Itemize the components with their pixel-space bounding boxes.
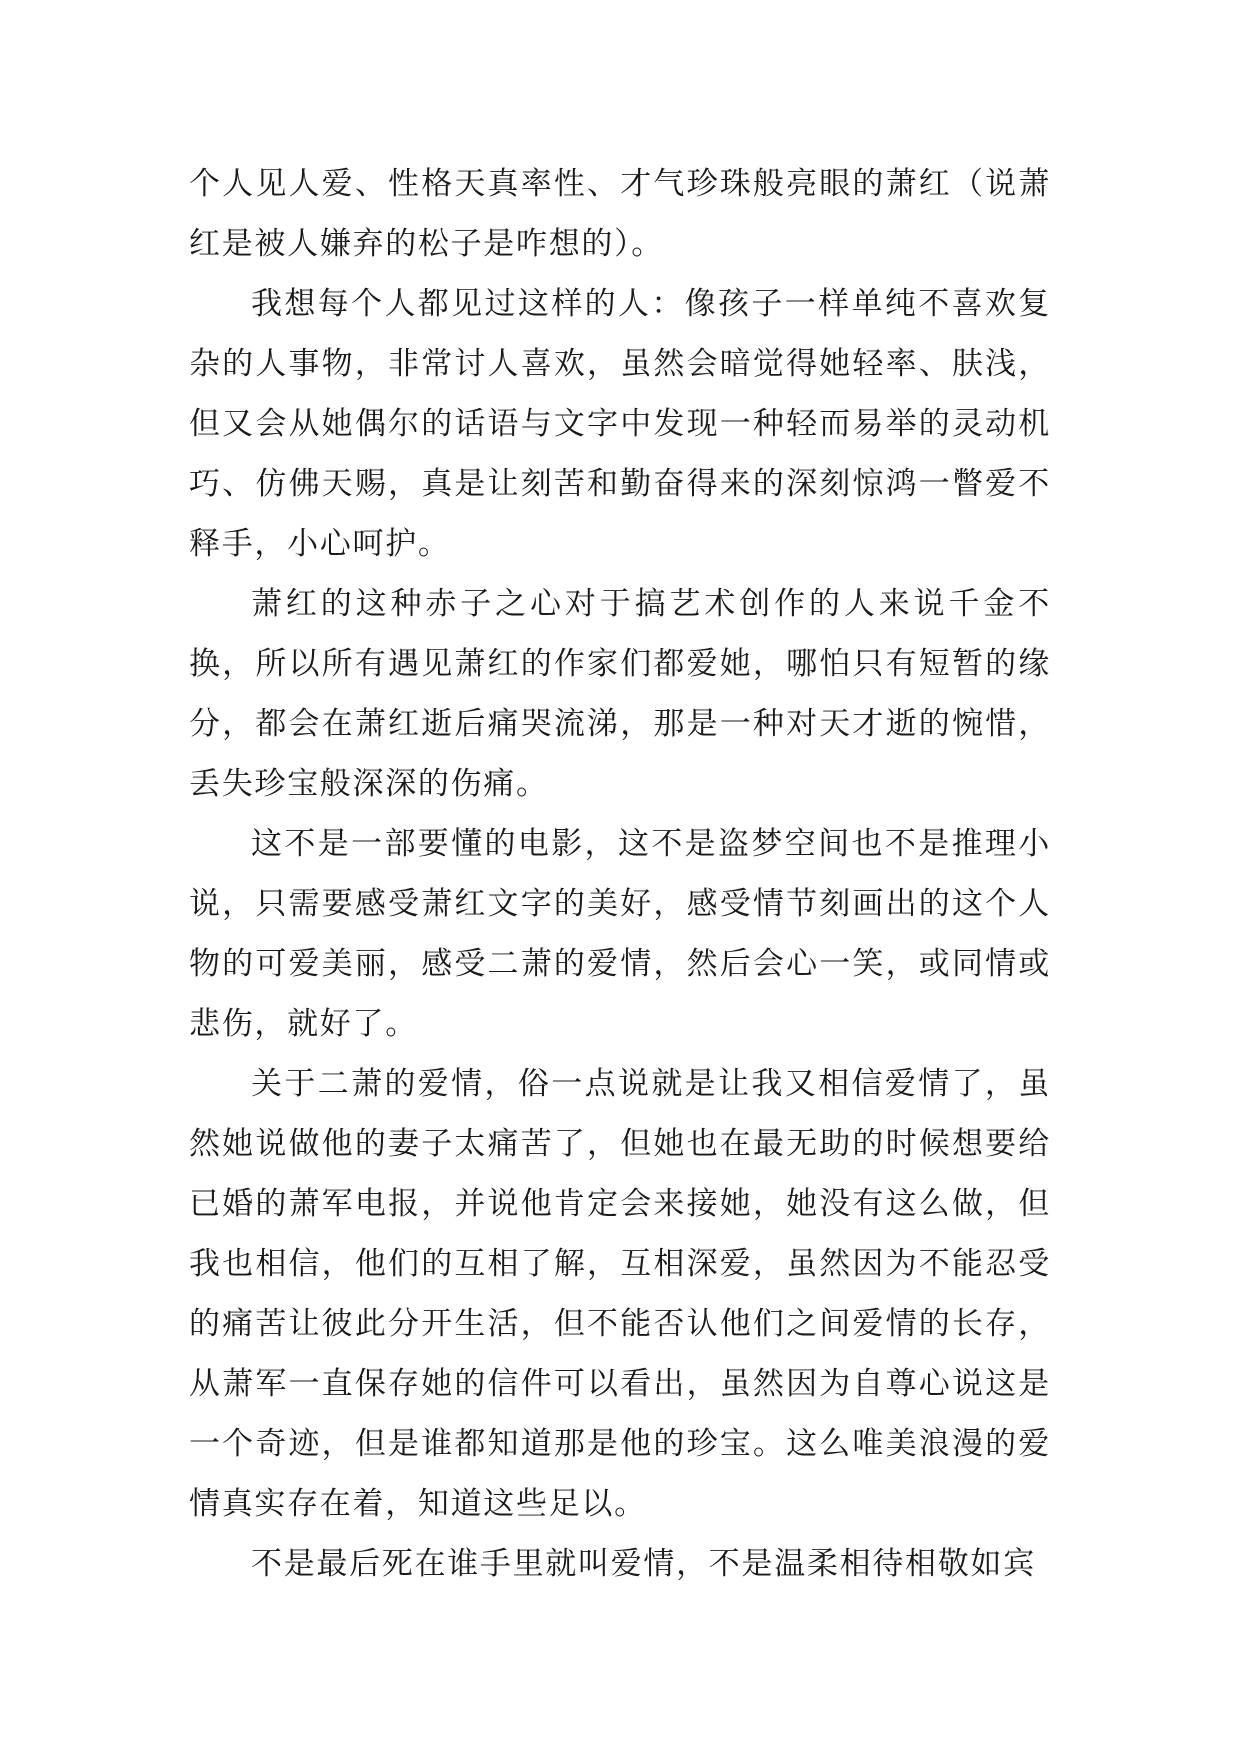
- paragraph-2: 我想每个人都见过这样的人：像孩子一样单纯不喜欢复杂的人事物，非常讨人喜欢，虽然会暗觉得她轻率、肤浅，但又会从她偶尔的话语与文字中发现一种轻而易举的灵动机巧、仿佛天赐，真是让刻苦和勤奋得来的深刻惊鸿一瞥爱不释手，小心呵护。: [189, 286, 1051, 562]
- paragraph-4: 这不是一部要懂的电影，这不是盗梦空间也不是推理小说，只需要感受萧红文字的美好，感受情节刻画出的这个人物的可爱美丽，感受二萧的爱情，然后会心一笑，或同情或悲伤，就好了。: [189, 826, 1051, 1042]
- paragraph-1: 个人见人爱、性格天真率性、才气珍珠般亮眼的萧红（说萧红是被人嫌弃的松子是咋想的）。: [189, 166, 1051, 262]
- paragraph-3: 萧红的这种赤子之心对于搞艺术创作的人来说千金不换，所以所有遇见萧红的作家们都爱她，哪怕只有短暂的缘分，都会在萧红逝后痛哭流涕，那是一种对天才逝的惋惜，丢失珍宝般深深的伤痛。: [189, 586, 1051, 802]
- paragraph-5: 关于二萧的爱情，俗一点说就是让我又相信爱情了，虽然她说做他的妻子太痛苦了，但她也在最无助的时候想要给已婚的萧军电报，并说他肯定会来接她，她没有这么做，但我也相信，他们的互相了解，互相深爱，虽然因为不能忍受的痛苦让彼此分开生活，但不能否认他们之间爱情的长存，从萧军一直保存她的信件可以看出，虽然因为自尊心说这是一个奇迹，但是谁都知道那是他的珍宝。这么唯美浪漫的爱情真实存在着，知道这些足以。: [189, 1066, 1051, 1522]
- document-body: [189, 154, 1051, 1594]
- paragraph-6: 不是最后死在谁手里就叫爱情，不是温柔相待相敬如宾: [251, 1546, 1036, 1582]
